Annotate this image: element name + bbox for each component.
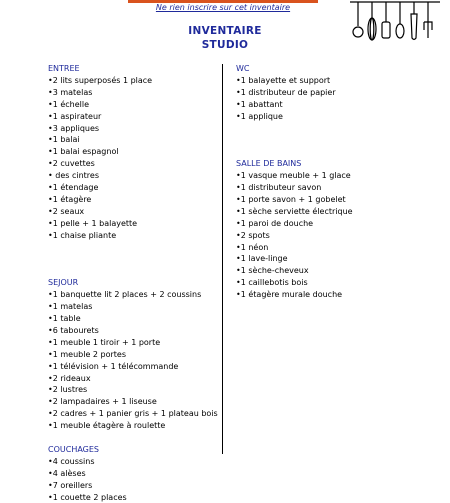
list-item: •1 étagère murale douche <box>236 290 343 300</box>
list-item: •1 porte savon + 1 gobelet <box>236 194 346 204</box>
list-item: •1 néon <box>236 242 269 252</box>
list-item: •1 sèche-cheveux <box>236 266 309 276</box>
list-item: •1 vasque meuble + 1 glace <box>236 171 351 181</box>
list-item: •3 matelas <box>48 87 93 97</box>
list-item: •1 pelle + 1 balayette <box>48 218 138 228</box>
list-item: •1 distributeur de papier <box>236 87 336 97</box>
list-item: •3 appliques <box>48 123 100 133</box>
inventory-subtitle: STUDIO <box>201 39 249 51</box>
list-item: •1 étendage <box>48 183 99 193</box>
inventory-title: INVENTAIRE <box>188 25 262 37</box>
list-item: •1 meuble étagère à roulette <box>48 421 166 431</box>
list-item: •1 échelle <box>48 99 90 109</box>
list-item: •1 distributeur savon <box>236 183 322 193</box>
section-title-wc: WC <box>236 64 250 73</box>
notice-text: Ne rien inscrire sur cet inventaire <box>155 3 291 12</box>
list-item: •4 coussins <box>48 456 95 466</box>
list-item: •1 couette 2 places <box>48 492 127 502</box>
list-item: •1 banquette lit 2 places + 2 coussins <box>48 290 202 300</box>
list-item: •2 lampadaires + 1 liseuse <box>48 397 157 407</box>
list-item: •6 tabourets <box>48 325 99 335</box>
list-item: •2 cadres + 1 panier gris + 1 plateau bois <box>48 409 218 419</box>
column-divider <box>222 64 223 454</box>
right-column <box>236 63 406 301</box>
section-title-entree: ENTREE <box>48 64 80 73</box>
list-item: •1 table <box>48 313 81 323</box>
list-item: •1 abattant <box>236 99 283 109</box>
list-item: •1 étagère <box>48 194 92 204</box>
list-item: •1 aspirateur <box>48 111 102 121</box>
list-item: •2 lits superposés 1 place <box>48 75 153 85</box>
list-item: •1 meuble 1 tiroir + 1 porte <box>48 337 161 347</box>
section-title-couchages: COUCHAGES <box>48 444 100 454</box>
list-item: •1 télévision + 1 télécommande <box>48 361 179 371</box>
list-item: •2 spots <box>236 230 270 240</box>
left-column <box>48 63 218 503</box>
list-item: • des cintres <box>48 171 100 181</box>
list-item: •2 lustres <box>48 385 88 395</box>
list-item: •2 seaux <box>48 206 85 216</box>
list-item: •1 matelas <box>48 302 93 312</box>
list-item: •1 paroi de douche <box>236 218 314 228</box>
list-item: •1 chaise pliante <box>48 230 117 240</box>
list-item: •1 balayette et support <box>236 75 331 85</box>
list-item: •1 balai <box>48 135 80 145</box>
list-item: •1 sèche serviette électrique <box>236 206 353 216</box>
section-title-sejour: SEJOUR <box>48 278 79 288</box>
list-item: •4 alèses <box>48 468 86 478</box>
list-item: •7 oreillers <box>48 480 93 490</box>
list-item: •2 rideaux <box>48 373 91 383</box>
section-title-salle-de-bains: SALLE DE BAINS <box>236 159 302 169</box>
list-item: •1 caillebotis bois <box>236 278 308 288</box>
list-item: •1 meuble 2 portes <box>48 349 127 359</box>
list-item: •1 lave-linge <box>236 254 288 264</box>
list-item: •1 applique <box>236 111 283 121</box>
list-item: •2 cuvettes <box>48 159 95 169</box>
list-item: •1 balai espagnol <box>48 147 119 157</box>
